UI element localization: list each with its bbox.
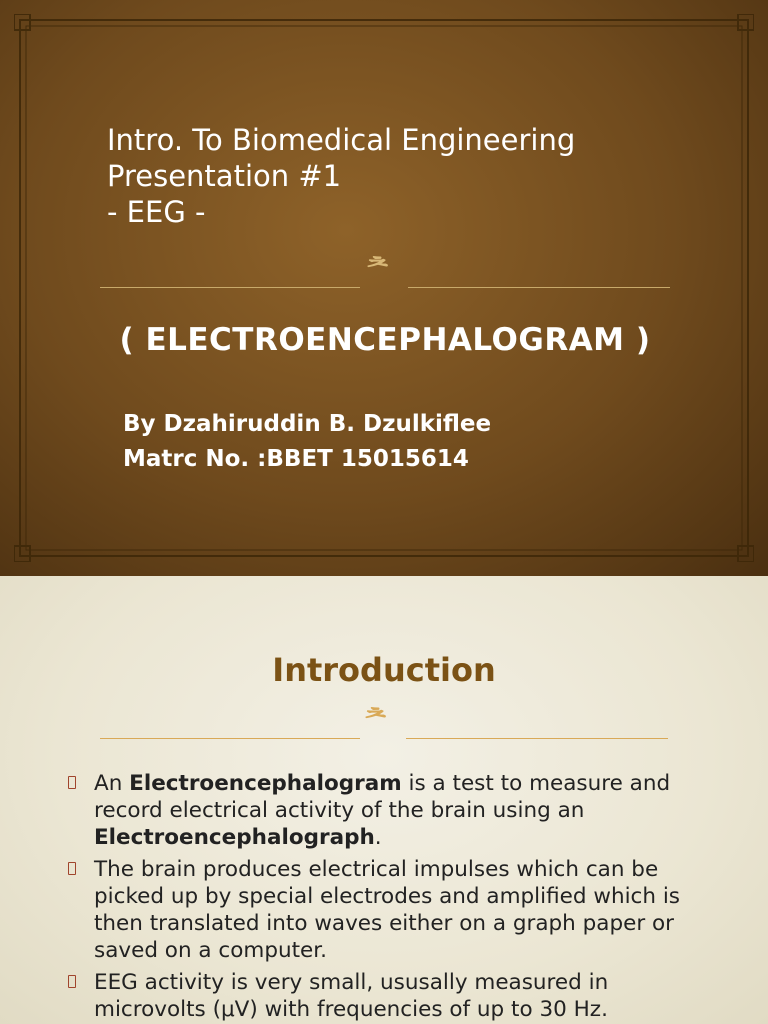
title-line-2: Presentation #1 (107, 159, 342, 193)
divider-left (100, 287, 360, 288)
bullet-item (66, 969, 716, 1023)
title-line-1: Intro. To Biomedical Engineering (107, 123, 576, 157)
bullet-marker-icon (68, 975, 76, 988)
author-name: By Dzahiruddin B. Dzulkiflee (123, 411, 492, 437)
bullet-text: The brain produces electrical impulses which can be picked up by special electrodes and amplified which is then translated into waves either on a graph paper or saved on a computer. (94, 857, 681, 963)
bullet-text-post: . (374, 825, 382, 850)
bullet-bold-term: Electroencephalograph (94, 825, 375, 850)
bullet-text-pre: An (94, 771, 130, 796)
bullet-item (66, 856, 716, 964)
bullet-marker-icon (68, 862, 76, 875)
presentation-title (107, 122, 707, 230)
introduction-slide (0, 576, 768, 1024)
divider-right (408, 287, 670, 288)
matric-number: Matrc No. :BBET 15015614 (123, 446, 469, 472)
bullet-item (66, 770, 716, 851)
divider-ornament: ᄎ (364, 254, 392, 287)
divider-left (100, 738, 360, 739)
decorative-frame (14, 14, 754, 562)
bullet-text-mid: is a test to measure and record electrical activity of the brain using an (94, 771, 671, 823)
subtitle: ( ELECTROENCEPHALOGRAM ) (119, 322, 651, 358)
slide-title: Introduction (272, 651, 496, 689)
bullet-text: EEG activity is very small, ususally measured in microvolts (μV) with frequencies of up to 30 Hz. (94, 970, 609, 1022)
bullet-list (66, 770, 716, 1024)
bullet-marker-icon (68, 776, 76, 789)
divider-ornament: ᄎ (362, 705, 390, 738)
title-line-3: - EEG - (107, 195, 206, 229)
divider-right (406, 738, 668, 739)
author-block (123, 407, 491, 477)
bullet-bold-term: Electroencephalogram (129, 771, 402, 796)
